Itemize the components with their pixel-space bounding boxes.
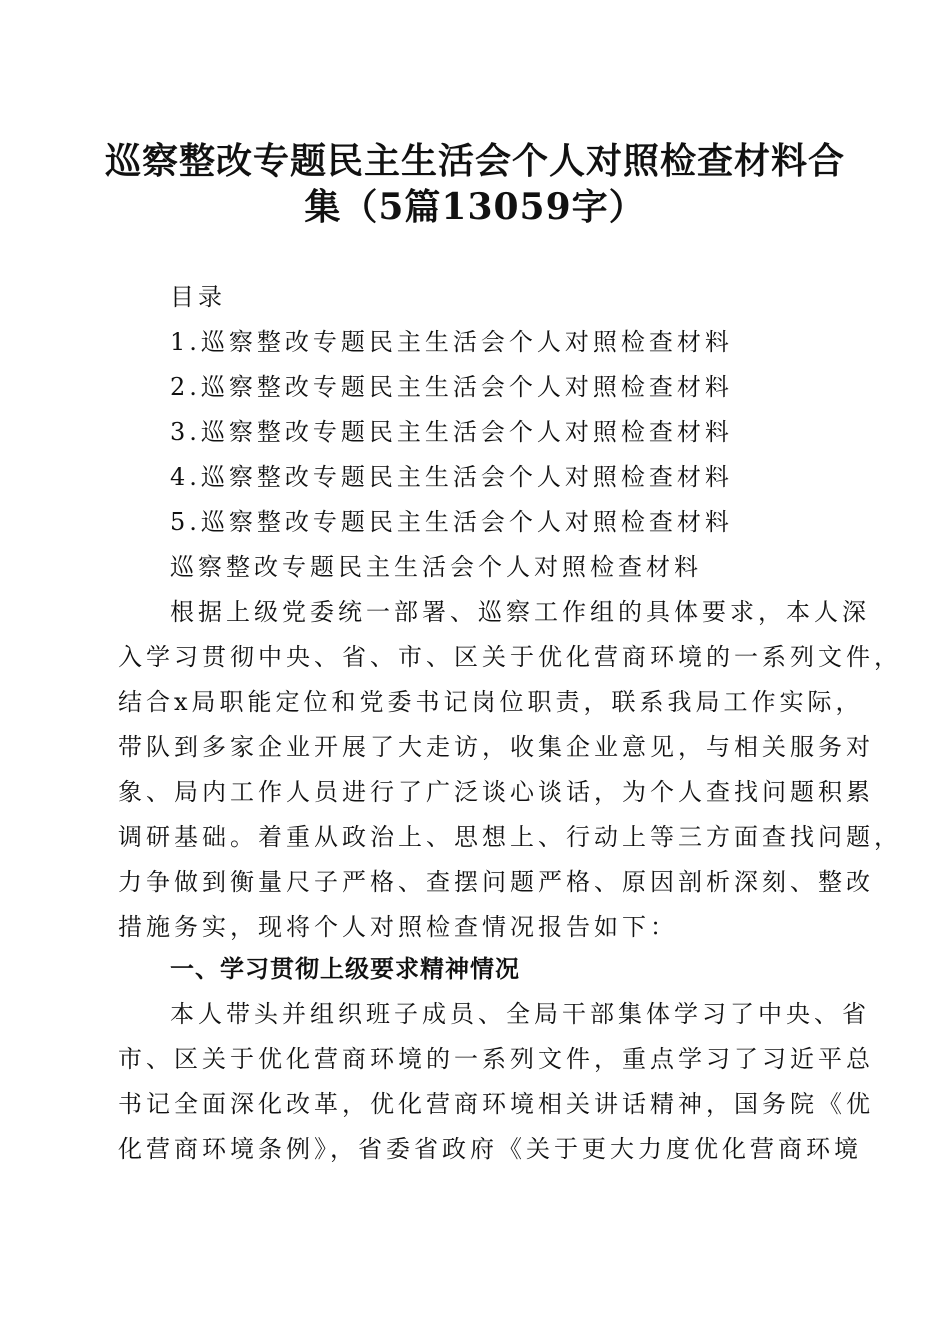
toc-item-1[interactable]: 1.巡察整改专题民主生活会个人对照检查材料: [170, 328, 733, 356]
paragraph-1-line-7: 力争做到衡量尺子严格、查摆问题严格、原因剖析深刻、整改: [118, 868, 874, 896]
paragraph-1-line-2: 入学习贯彻中央、省、市、区关于优化营商环境的一系列文件，: [118, 643, 902, 671]
paragraph-2-line-4: 化营商环境条例》，省委省政府《关于更大力度优化营商环境: [118, 1135, 862, 1163]
paragraph-1-line-6: 调研基础。着重从政治上、思想上、行动上等三方面查找问题，: [118, 823, 902, 851]
toc-heading: 目录: [170, 283, 226, 311]
paragraph-1-line-8: 措施务实，现将个人对照检查情况报告如下：: [118, 913, 678, 941]
paragraph-1-line-5: 象、局内工作人员进行了广泛谈心谈话，为个人查找问题积累: [118, 778, 874, 806]
paragraph-1-line-3: 结合x局职能定位和党委书记岗位职责，联系我局工作实际，: [118, 688, 864, 716]
toc-item-4[interactable]: 4.巡察整改专题民主生活会个人对照检查材料: [170, 463, 733, 491]
toc-item-3[interactable]: 3.巡察整改专题民主生活会个人对照检查材料: [170, 418, 733, 446]
paragraph-1-line-1: 根据上级党委统一部署、巡察工作组的具体要求，本人深: [170, 598, 870, 626]
paragraph-2-line-3: 书记全面深化改革，优化营商环境相关讲话精神，国务院《优: [118, 1090, 874, 1118]
document-title-line-1: 巡察整改专题民主生活会个人对照检查材料合: [104, 140, 845, 182]
article-subtitle: 巡察整改专题民主生活会个人对照检查材料: [170, 553, 702, 581]
paragraph-2-line-2: 市、区关于优化营商环境的一系列文件，重点学习了习近平总: [118, 1045, 874, 1073]
section-1-heading: 一、学习贯彻上级要求精神情况: [170, 955, 520, 983]
document-title-line-2: 集（5篇13059字）: [304, 186, 646, 228]
toc-item-5[interactable]: 5.巡察整改专题民主生活会个人对照检查材料: [170, 508, 733, 536]
toc-item-2[interactable]: 2.巡察整改专题民主生活会个人对照检查材料: [170, 373, 733, 401]
paragraph-2-line-1: 本人带头并组织班子成员、全局干部集体学习了中央、省: [170, 1000, 870, 1028]
paragraph-1-line-4: 带队到多家企业开展了大走访，收集企业意见，与相关服务对: [118, 733, 874, 761]
